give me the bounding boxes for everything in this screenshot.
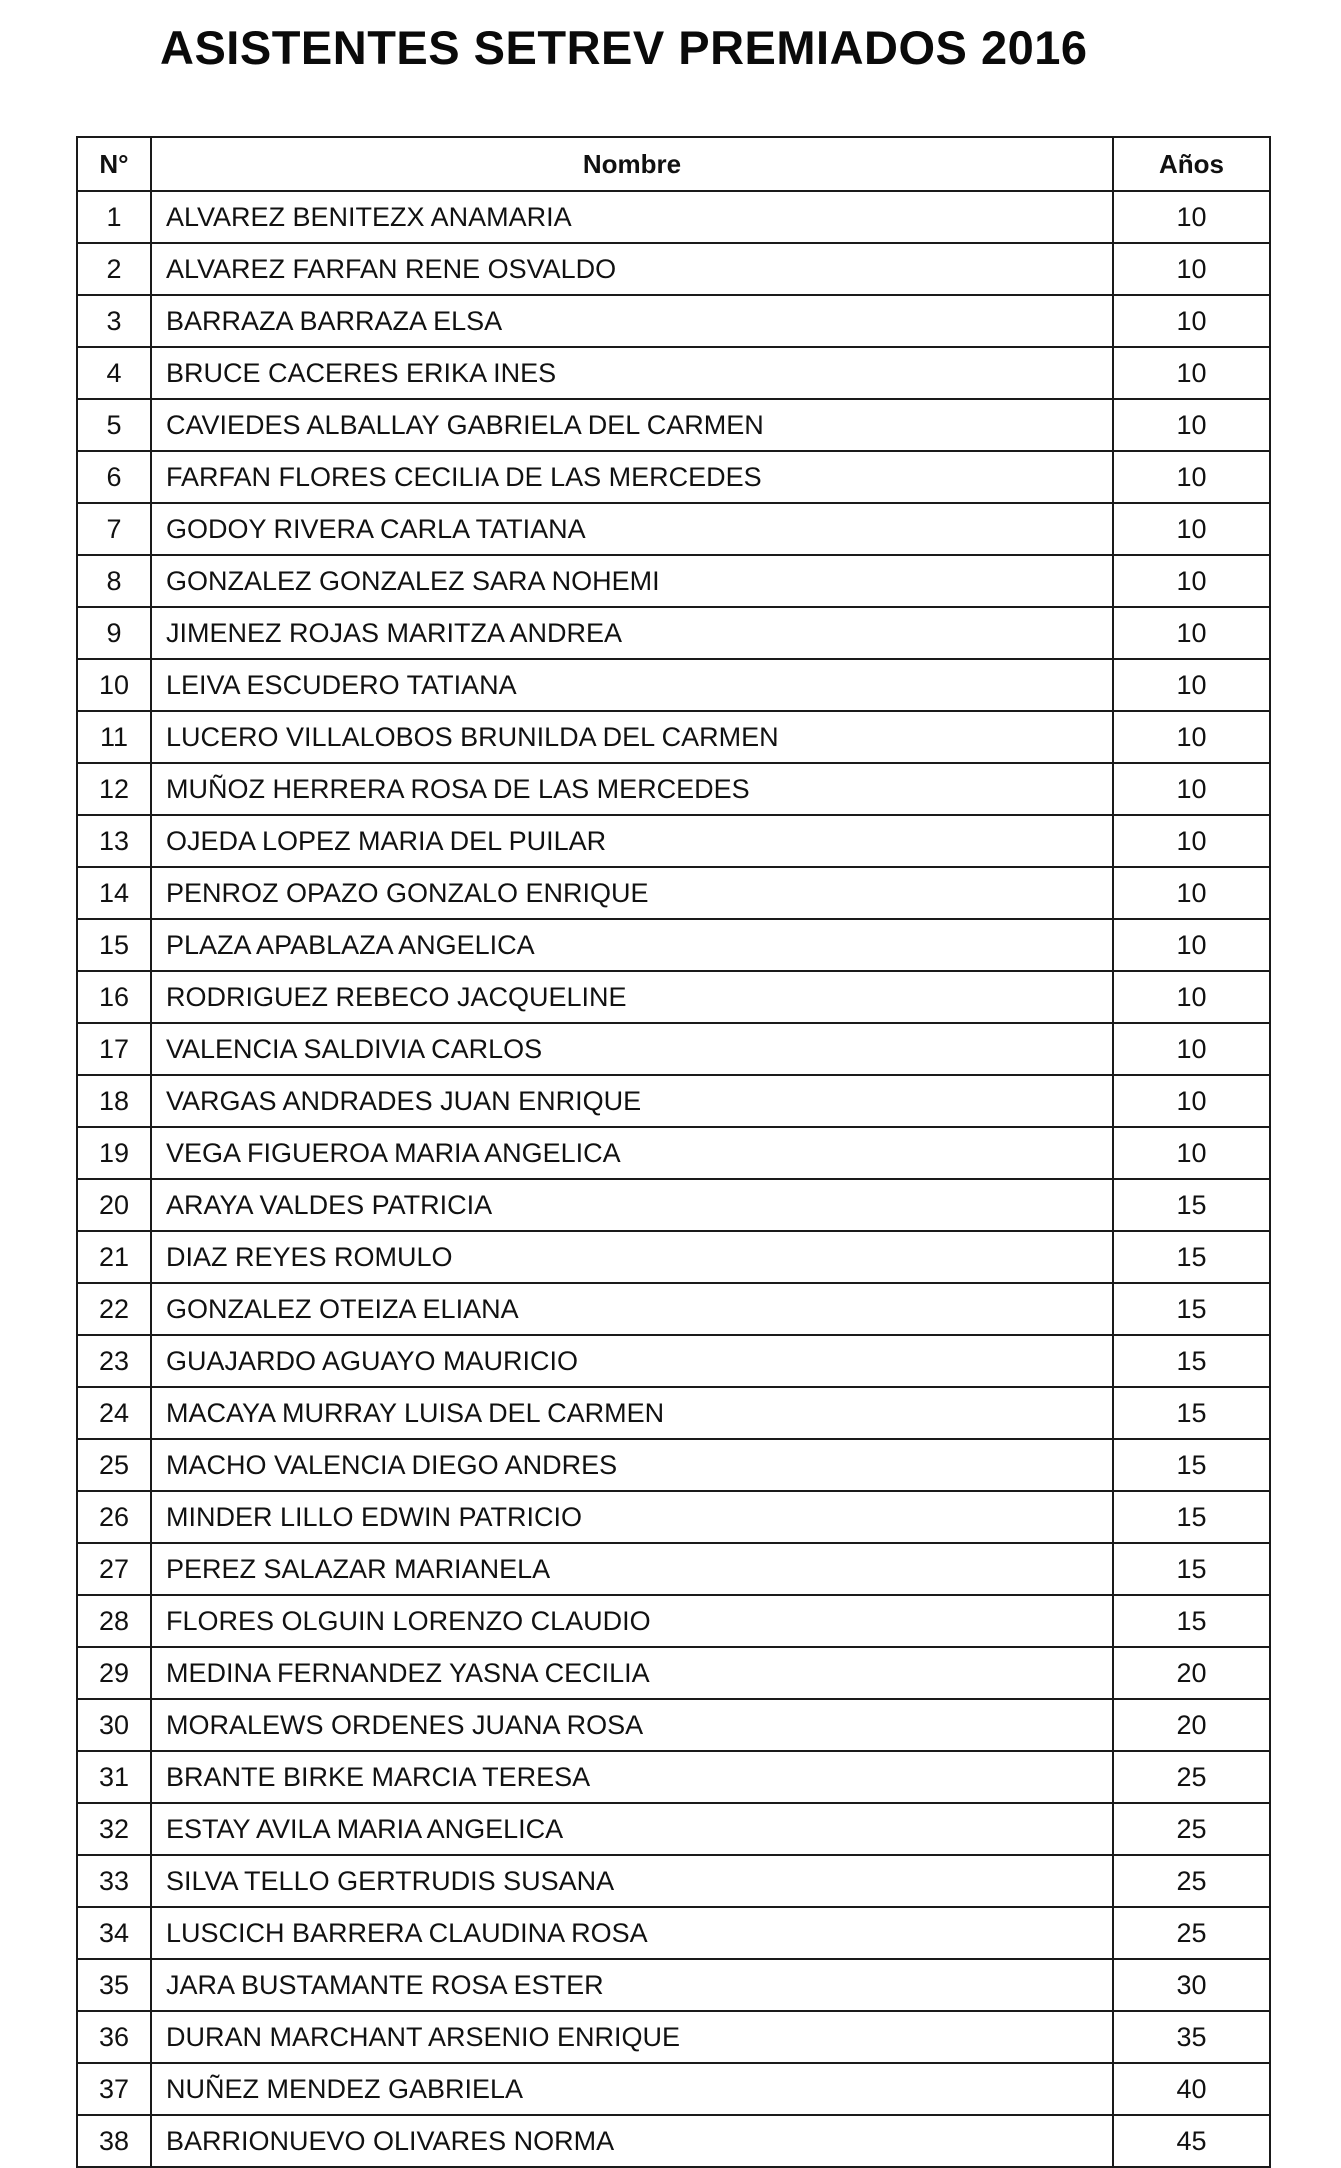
table-row [77, 1907, 1270, 1959]
table-row [77, 1491, 1270, 1543]
row-number: 33 [77, 1855, 151, 1907]
table-row [77, 1543, 1270, 1595]
row-years: 10 [1113, 243, 1270, 295]
row-name: DIAZ REYES ROMULO [151, 1231, 1113, 1283]
row-number: 25 [77, 1439, 151, 1491]
row-years: 15 [1113, 1543, 1270, 1595]
table-row [77, 451, 1270, 503]
row-years: 10 [1113, 347, 1270, 399]
row-number: 27 [77, 1543, 151, 1595]
table-row [77, 1439, 1270, 1491]
row-number: 32 [77, 1803, 151, 1855]
row-name: NUÑEZ MENDEZ GABRIELA [151, 2063, 1113, 2115]
table-row [77, 1699, 1270, 1751]
row-years: 45 [1113, 2115, 1270, 2167]
table-row [77, 347, 1270, 399]
row-years: 30 [1113, 1959, 1270, 2011]
table-body [77, 191, 1270, 2167]
row-number: 36 [77, 2011, 151, 2063]
row-name: JARA BUSTAMANTE ROSA ESTER [151, 1959, 1113, 2011]
row-name: CAVIEDES ALBALLAY GABRIELA DEL CARMEN [151, 399, 1113, 451]
table-row [77, 815, 1270, 867]
row-years: 10 [1113, 399, 1270, 451]
table-row [77, 1959, 1270, 2011]
row-years: 40 [1113, 2063, 1270, 2115]
table-row [77, 659, 1270, 711]
row-years: 10 [1113, 763, 1270, 815]
row-years: 10 [1113, 295, 1270, 347]
header-number: N° [77, 137, 151, 191]
row-name: GONZALEZ OTEIZA ELIANA [151, 1283, 1113, 1335]
table-row [77, 1595, 1270, 1647]
row-number: 6 [77, 451, 151, 503]
row-number: 3 [77, 295, 151, 347]
row-years: 35 [1113, 2011, 1270, 2063]
row-years: 15 [1113, 1595, 1270, 1647]
row-number: 12 [77, 763, 151, 815]
row-years: 10 [1113, 1127, 1270, 1179]
row-name: FARFAN FLORES CECILIA DE LAS MERCEDES [151, 451, 1113, 503]
row-name: MACHO VALENCIA DIEGO ANDRES [151, 1439, 1113, 1491]
row-number: 16 [77, 971, 151, 1023]
table-row [77, 2011, 1270, 2063]
row-number: 10 [77, 659, 151, 711]
row-name: GONZALEZ GONZALEZ SARA NOHEMI [151, 555, 1113, 607]
row-name: RODRIGUEZ REBECO JACQUELINE [151, 971, 1113, 1023]
row-years: 25 [1113, 1907, 1270, 1959]
row-number: 29 [77, 1647, 151, 1699]
row-name: VEGA FIGUEROA MARIA ANGELICA [151, 1127, 1113, 1179]
table-row [77, 919, 1270, 971]
row-years: 10 [1113, 711, 1270, 763]
row-number: 37 [77, 2063, 151, 2115]
row-number: 15 [77, 919, 151, 971]
row-years: 10 [1113, 451, 1270, 503]
page-title: ASISTENTES SETREV PREMIADOS 2016 [160, 21, 1088, 74]
row-number: 30 [77, 1699, 151, 1751]
row-number: 8 [77, 555, 151, 607]
table-row [77, 971, 1270, 1023]
row-number: 24 [77, 1387, 151, 1439]
row-name: OJEDA LOPEZ MARIA DEL PUILAR [151, 815, 1113, 867]
row-years: 10 [1113, 1023, 1270, 1075]
row-years: 15 [1113, 1231, 1270, 1283]
row-number: 1 [77, 191, 151, 243]
row-name: PLAZA APABLAZA ANGELICA [151, 919, 1113, 971]
header-name: Nombre [151, 137, 1113, 191]
row-name: MORALEWS ORDENES JUANA ROSA [151, 1699, 1113, 1751]
table-row [77, 763, 1270, 815]
table-row [77, 1127, 1270, 1179]
row-years: 20 [1113, 1699, 1270, 1751]
table-row [77, 1335, 1270, 1387]
table-row [77, 1387, 1270, 1439]
row-number: 7 [77, 503, 151, 555]
row-name: PEREZ SALAZAR MARIANELA [151, 1543, 1113, 1595]
table-row [77, 1023, 1270, 1075]
row-number: 31 [77, 1751, 151, 1803]
table-row [77, 2115, 1270, 2167]
row-years: 15 [1113, 1491, 1270, 1543]
row-number: 2 [77, 243, 151, 295]
awardees-table [76, 136, 1271, 2168]
row-years: 15 [1113, 1335, 1270, 1387]
row-years: 10 [1113, 503, 1270, 555]
table-row [77, 607, 1270, 659]
header-years: Años [1113, 137, 1270, 191]
row-number: 9 [77, 607, 151, 659]
row-name: ALVAREZ BENITEZX ANAMARIA [151, 191, 1113, 243]
row-name: MINDER LILLO EDWIN PATRICIO [151, 1491, 1113, 1543]
row-name: MACAYA MURRAY LUISA DEL CARMEN [151, 1387, 1113, 1439]
row-number: 22 [77, 1283, 151, 1335]
row-name: GODOY RIVERA CARLA TATIANA [151, 503, 1113, 555]
row-years: 10 [1113, 919, 1270, 971]
row-number: 14 [77, 867, 151, 919]
row-name: DURAN MARCHANT ARSENIO ENRIQUE [151, 2011, 1113, 2063]
row-years: 10 [1113, 1075, 1270, 1127]
table-row [77, 243, 1270, 295]
row-name: BRANTE BIRKE MARCIA TERESA [151, 1751, 1113, 1803]
row-number: 18 [77, 1075, 151, 1127]
row-number: 23 [77, 1335, 151, 1387]
row-name: LUSCICH BARRERA CLAUDINA ROSA [151, 1907, 1113, 1959]
row-years: 10 [1113, 555, 1270, 607]
row-name: GUAJARDO AGUAYO MAURICIO [151, 1335, 1113, 1387]
table-header-row [77, 137, 1270, 191]
row-number: 4 [77, 347, 151, 399]
table-row [77, 1803, 1270, 1855]
table-row [77, 295, 1270, 347]
row-number: 26 [77, 1491, 151, 1543]
row-years: 25 [1113, 1855, 1270, 1907]
row-number: 19 [77, 1127, 151, 1179]
row-name: BRUCE CACERES ERIKA INES [151, 347, 1113, 399]
row-name: SILVA TELLO GERTRUDIS SUSANA [151, 1855, 1113, 1907]
row-name: BARRIONUEVO OLIVARES NORMA [151, 2115, 1113, 2167]
row-name: PENROZ OPAZO GONZALO ENRIQUE [151, 867, 1113, 919]
table-row [77, 1751, 1270, 1803]
row-number: 20 [77, 1179, 151, 1231]
row-number: 34 [77, 1907, 151, 1959]
row-years: 10 [1113, 867, 1270, 919]
row-years: 25 [1113, 1751, 1270, 1803]
row-name: MUÑOZ HERRERA ROSA DE LAS MERCEDES [151, 763, 1113, 815]
row-number: 13 [77, 815, 151, 867]
row-name: VARGAS ANDRADES JUAN ENRIQUE [151, 1075, 1113, 1127]
table-row [77, 555, 1270, 607]
table-row [77, 711, 1270, 763]
row-name: JIMENEZ ROJAS MARITZA ANDREA [151, 607, 1113, 659]
table-row [77, 191, 1270, 243]
row-years: 10 [1113, 815, 1270, 867]
row-name: ALVAREZ FARFAN RENE OSVALDO [151, 243, 1113, 295]
row-number: 35 [77, 1959, 151, 2011]
row-name: LEIVA ESCUDERO TATIANA [151, 659, 1113, 711]
row-years: 15 [1113, 1387, 1270, 1439]
row-name: MEDINA FERNANDEZ YASNA CECILIA [151, 1647, 1113, 1699]
row-years: 15 [1113, 1283, 1270, 1335]
row-name: VALENCIA SALDIVIA CARLOS [151, 1023, 1113, 1075]
row-number: 38 [77, 2115, 151, 2167]
row-years: 10 [1113, 191, 1270, 243]
row-name: ESTAY AVILA MARIA ANGELICA [151, 1803, 1113, 1855]
row-years: 10 [1113, 607, 1270, 659]
row-name: ARAYA VALDES PATRICIA [151, 1179, 1113, 1231]
table-row [77, 1231, 1270, 1283]
table-row [77, 1647, 1270, 1699]
row-years: 10 [1113, 659, 1270, 711]
table-row [77, 1179, 1270, 1231]
row-number: 28 [77, 1595, 151, 1647]
row-years: 10 [1113, 971, 1270, 1023]
row-name: FLORES OLGUIN LORENZO CLAUDIO [151, 1595, 1113, 1647]
row-years: 20 [1113, 1647, 1270, 1699]
row-years: 15 [1113, 1439, 1270, 1491]
table-row [77, 1283, 1270, 1335]
row-number: 5 [77, 399, 151, 451]
row-years: 15 [1113, 1179, 1270, 1231]
table-row [77, 867, 1270, 919]
table-row [77, 399, 1270, 451]
row-name: BARRAZA BARRAZA ELSA [151, 295, 1113, 347]
row-name: LUCERO VILLALOBOS BRUNILDA DEL CARMEN [151, 711, 1113, 763]
table-row [77, 2063, 1270, 2115]
table-row [77, 503, 1270, 555]
row-number: 11 [77, 711, 151, 763]
row-number: 21 [77, 1231, 151, 1283]
table-row [77, 1075, 1270, 1127]
table-row [77, 1855, 1270, 1907]
row-years: 25 [1113, 1803, 1270, 1855]
row-number: 17 [77, 1023, 151, 1075]
